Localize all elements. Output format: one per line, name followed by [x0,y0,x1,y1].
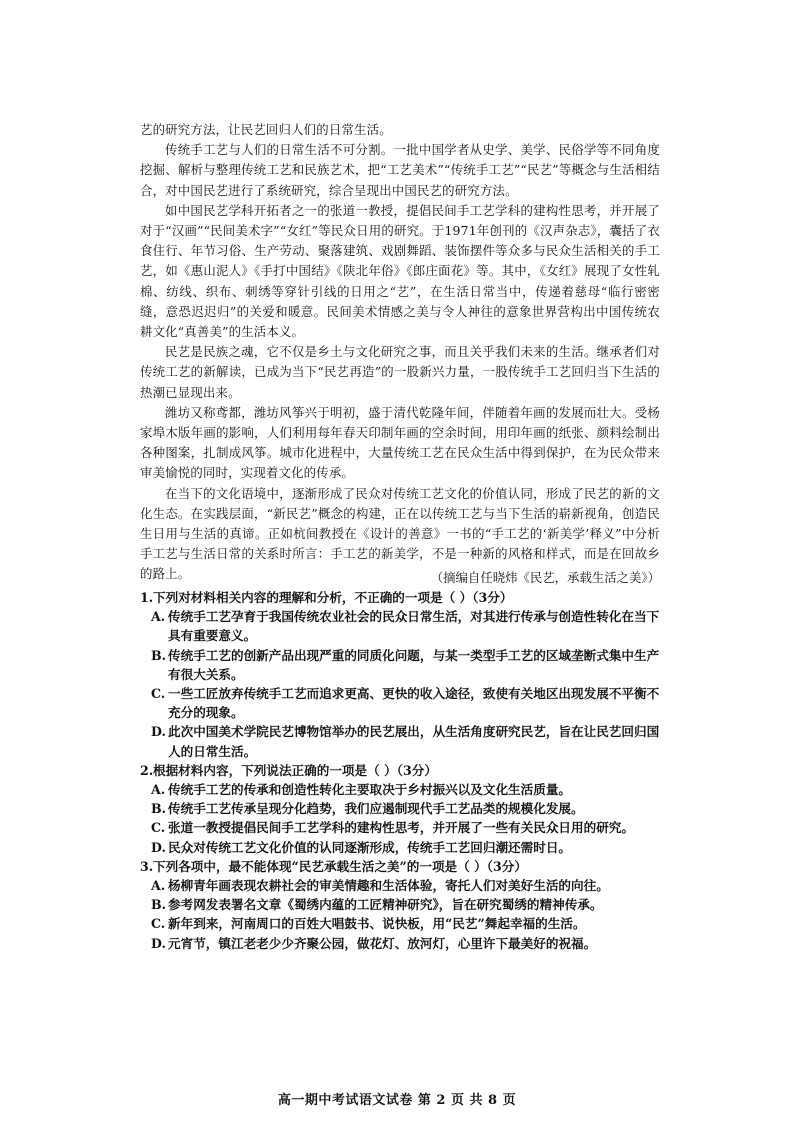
question-number: 1. [140,590,154,605]
option-text: 一些工匠放弃传统手工艺而追求更高、更快的收入途径，致使有关地区出现发展不平衡不充分的现象。 [168,686,660,721]
question-list [140,588,670,953]
option-d[interactable] [140,838,670,857]
option-a[interactable] [140,607,670,645]
option-label: A. [151,878,166,894]
option-text: 参考网发表署名文章《蜀绣内蕴的工匠精神研究》，旨在研究蜀绣的精神传承。 [168,897,603,913]
option-text: 传统手工艺传承呈现分化趋势，我们应遏制现代手工艺品类的规模化发展。 [168,801,584,817]
option-text: 杨柳青年画表现农耕社会的审美情趣和生活体验，寄托人们对美好生活的向往。 [168,878,609,894]
passage-paragraph: 传统手工艺与人们的日常生活不可分割。一批中国学者从史学、美学、民俗学等不同角度挖掘、解析与整理传统工艺和民族艺术，把“工艺美术”“传统手工艺”“民艺”等概念与生活相结合，对中国民艺进行了系统研究，综合呈现出中国民艺的研究方法。 [140,142,660,198]
passage-paragraph: 在当下的文化语境中，逐渐形成了民众对传统工艺文化的价值认同，形成了民艺的新的文化生态。在实践层面，“新民艺”概念的构建，正在以传统工艺与当下生活的崭新视角，创造民生日用与生活的真谛。正如杭间教授在《设计的善意》一书的“手工艺的‘新美学’释义”中分析手工艺与生活日常的关系时所言：手工艺的新美学，不是一种新的风格和样式，而是在回故乡的路上。 [140,485,660,582]
option-label: A. [151,609,166,625]
question-number: 2. [140,762,154,778]
option-text: 新年到来，河南周口的百姓大唱鼓书、说快板，用“民艺”舞起幸福的生活。 [168,916,586,932]
option-label: C. [151,916,166,932]
option-label: C. [151,686,166,702]
question-text: 根据材料内容，下列说法正确的一项是（ ）（3分） [153,762,437,778]
option-label: D. [151,724,166,740]
option-b[interactable] [140,895,670,914]
question-text: 下列对材料相关内容的理解和分析，不正确的一项是（ ）（3分） [153,590,513,605]
question-stem [140,857,670,876]
option-a[interactable] [140,876,670,895]
option-text: 民众对传统工艺文化价值的认同逐渐形成，传统手工艺回归潮还需时日。 [168,839,571,855]
question-2 [140,761,670,857]
option-text: 传统手工艺的传承和创造性转化主要取决于乡村振兴以及文化生活质量。 [168,782,571,798]
option-label: C. [151,820,166,836]
question-stem [140,588,670,607]
option-d[interactable] [140,934,670,953]
option-b[interactable] [140,646,670,684]
option-c[interactable] [140,818,670,837]
passage-source: （摘编自任晓炜《民艺，承载生活之美》） [430,570,660,585]
option-label: B. [151,801,167,817]
option-label: B. [151,647,167,663]
option-b[interactable] [140,799,670,818]
option-text: 此次中国美术学院民艺博物馆举办的民艺展出，从生活角度研究民艺，旨在让民艺回归国人的日常生活。 [168,724,660,759]
question-1 [140,588,670,761]
question-3 [140,857,670,953]
passage-paragraph: 如中国民艺学科开拓者之一的张道一教授，提倡民间手工艺学科的建构性思考，并开展了对于“汉画”“民间美术字”“女红”等民众日用的研究。于1971年创刊的《汉声杂志》，囊括了衣食住行、年节习俗、生产劳动、聚落建筑、戏剧舞蹈、装饰摆件等众多与民众生活相关的手工艺，如《惠山泥人》《手打中国结》《陕北年俗》《郎庄面花》等。其中，《女红》展现了女性轧棉、纺线、织布、刺绣等穿针引线的日用之“艺”，在生活日常当中，传递着慈母“临行密密缝，意恐迟迟归”的关爱和暖意。民间美术情感之美与令人神往的意象世界营构出中国传统农耕文化“真善美”的生活本义。 [140,202,660,340]
passage-paragraph: 潍坊又称鸢都，潍坊风筝兴于明初，盛于清代乾隆年间，伴随着年画的发展而壮大。受杨家埠木版年画的影响，人们利用每年春天印制年画的空余时间，用印年画的纸张、颜料绘制出各种图案，扎制成风筝。城市化进程中，大量传统工艺在民众生活中得到保护，在为民众带来审美愉悦的同时，实现着文化的传承。 [140,404,660,481]
option-d[interactable] [140,722,670,760]
option-label: D. [151,839,166,855]
question-text: 下列各项中，最不能体现“民艺承载生活之美”的一项是（ ）（3分） [153,858,527,874]
option-c[interactable] [140,684,670,722]
question-number: 3. [140,858,154,874]
option-label: A. [151,782,166,798]
option-c[interactable] [140,914,670,933]
passage-paragraph: 艺的研究方法，让民艺回归人们的日常生活。 [140,122,392,137]
option-text: 张道一教授提倡民间手工艺学科的建构性思考，并开展了一些有关民众日用的研究。 [168,820,634,836]
option-label: D. [151,935,166,951]
option-a[interactable] [140,780,670,799]
reading-passage [140,120,660,585]
option-text: 元宵节，镇江老老少少齐聚公园，做花灯、放河灯，心里许下最美好的祝福。 [168,935,597,951]
page-footer: 高一期中考试语文试卷 第 2 页 共 8 页 [277,1093,517,1108]
question-stem [140,761,670,780]
passage-paragraph: 民艺是民族之魂，它不仅是乡土与文化研究之事，而且关乎我们未来的生活。继承者们对传统工艺的新解读，已成为当下“民艺再造”的一股新兴力量，一股传统手工艺回归当下生活的热潮已显现出来。 [140,344,660,400]
option-text: 传统手工艺孕育于我国传统农业社会的民众日常生活，对其进行传承与创造性转化在当下具有重要意义。 [168,609,660,644]
option-text: 传统手工艺的创新产品出现严重的同质化问题，与某一类型手工艺的区域垄断式集中生产有很大关系。 [168,647,660,682]
option-label: B. [151,897,167,913]
